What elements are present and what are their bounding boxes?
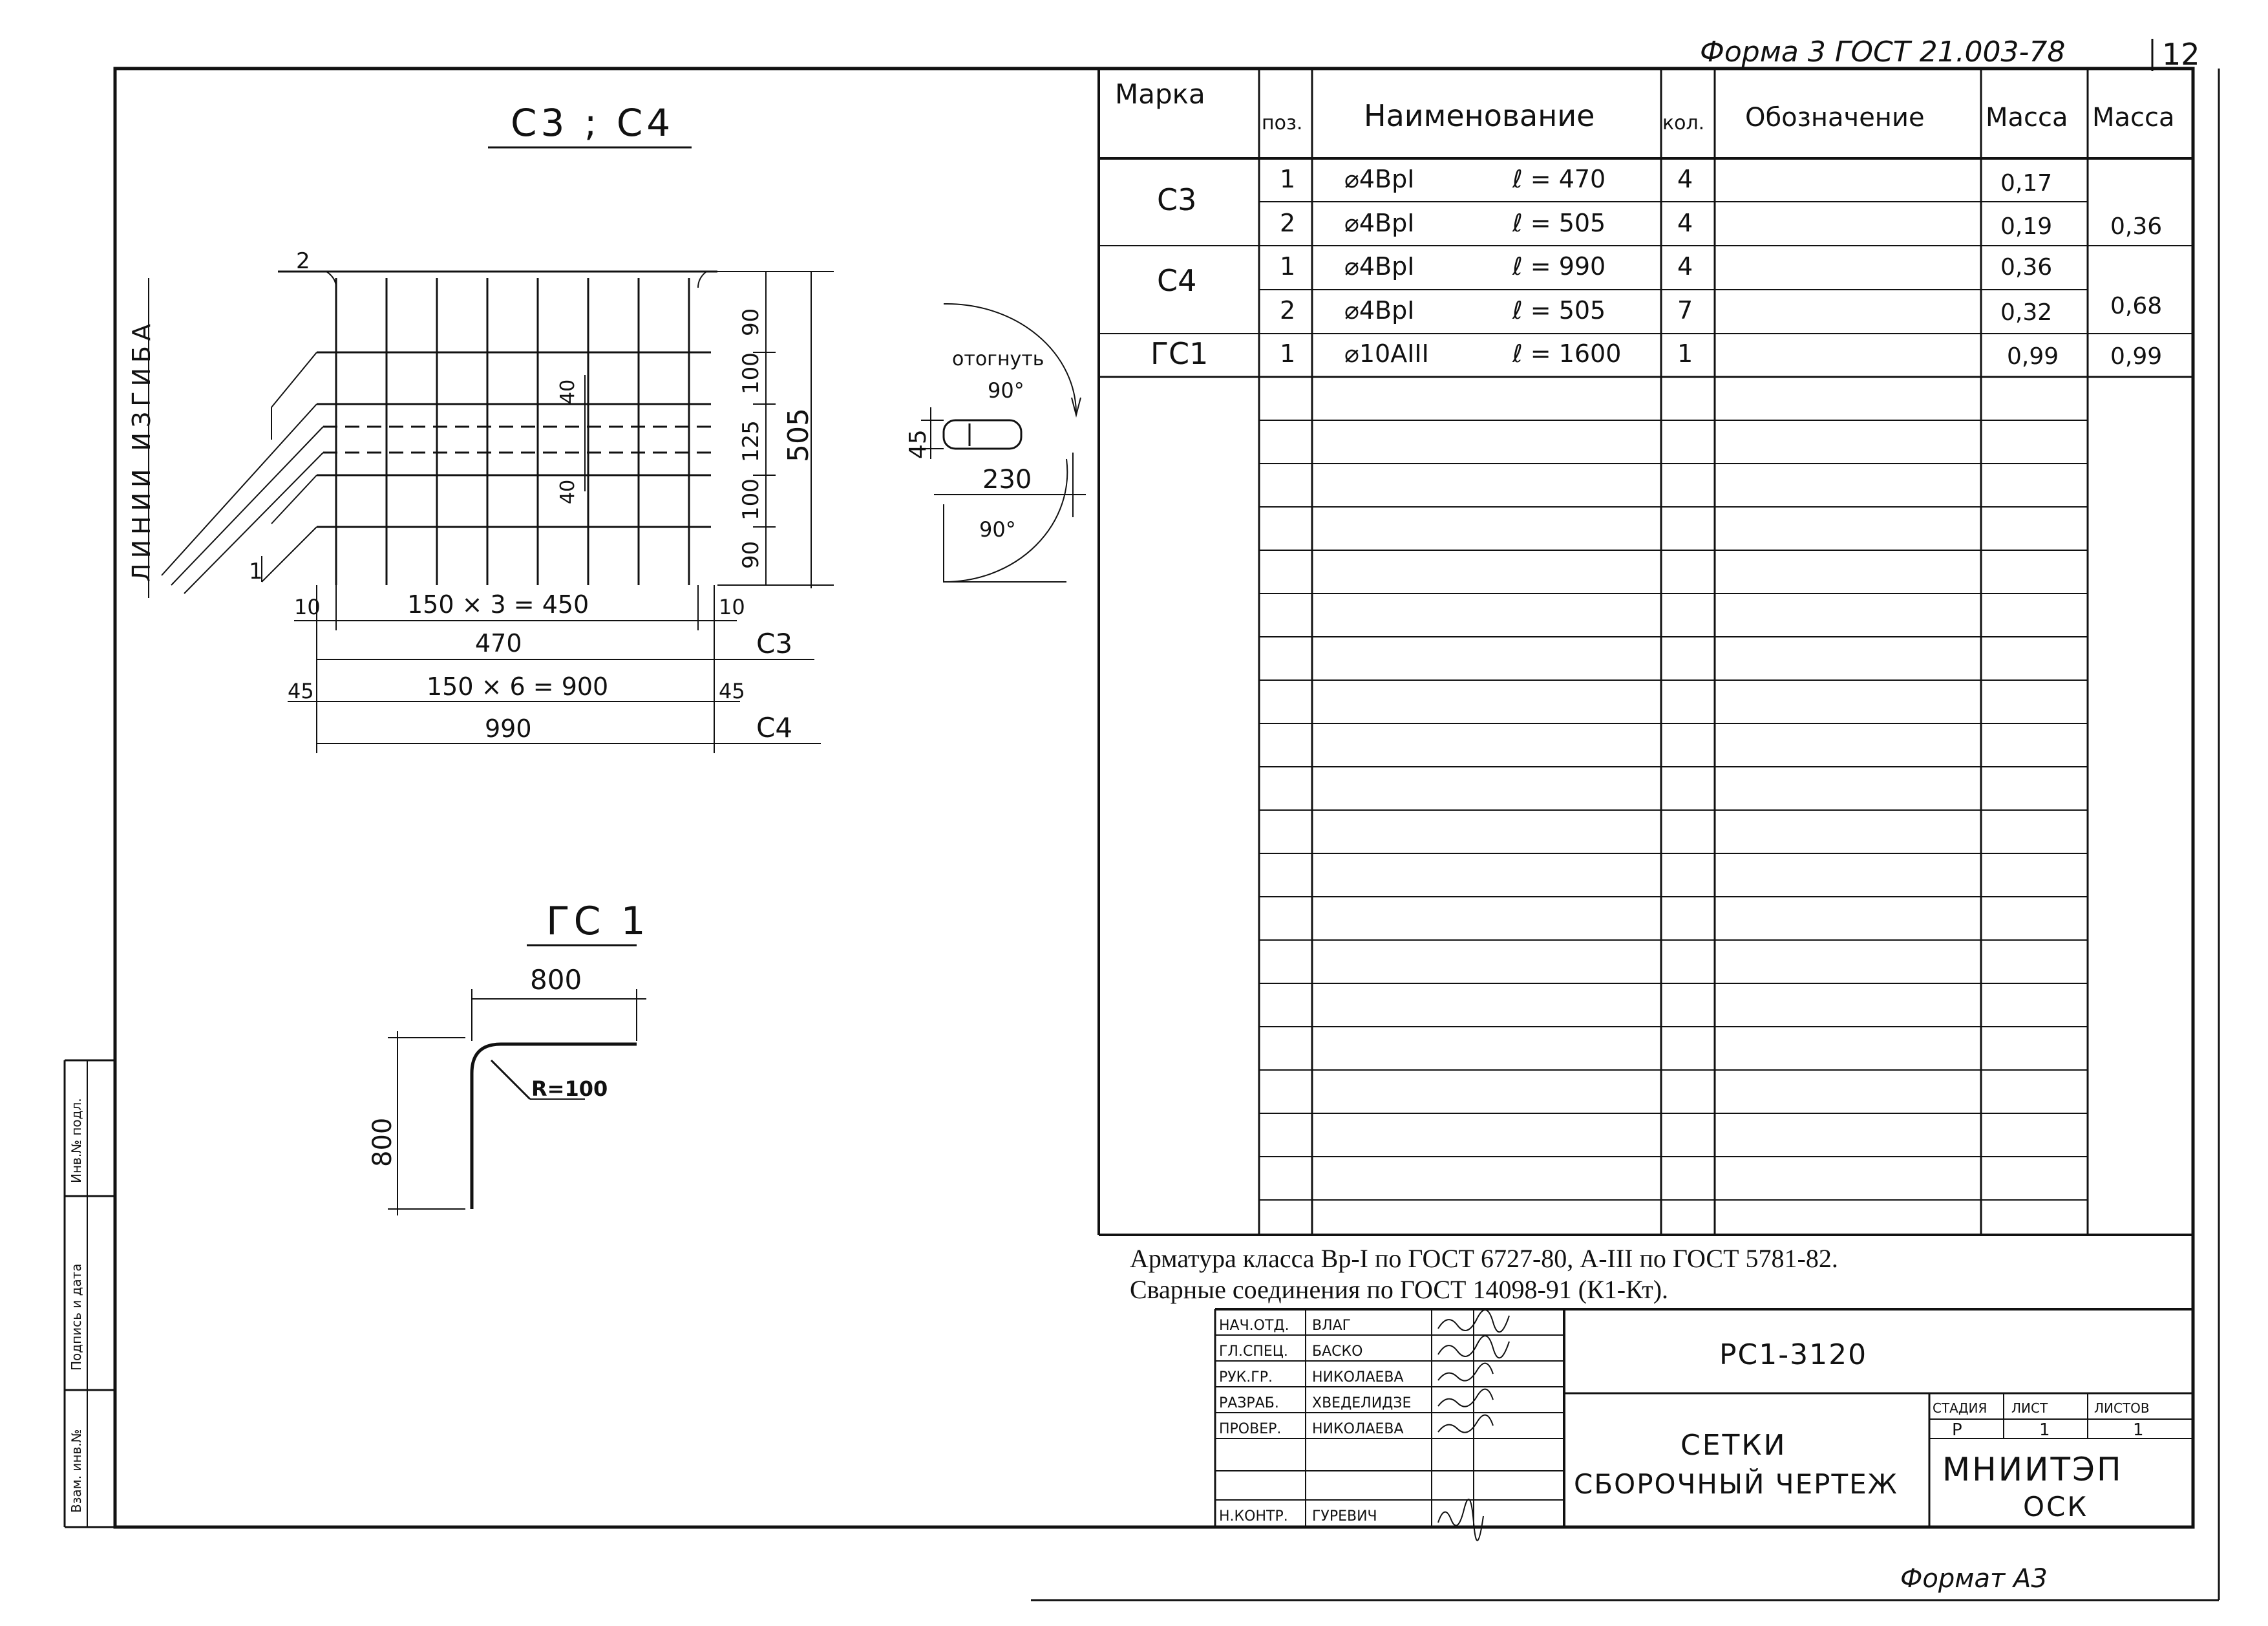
- org-line-2: ОСК: [2023, 1491, 2089, 1523]
- row2-mass: 0,19: [2000, 213, 2053, 240]
- row5-qty: 1: [1677, 339, 1693, 368]
- left-strip-label-2: Подпись и дата: [69, 1263, 84, 1371]
- row4-length: ℓ = 505: [1512, 296, 1606, 325]
- spec-table: [1099, 69, 2193, 1235]
- row4-mass: 0,32: [2000, 299, 2053, 326]
- row4-total: 0,68: [2110, 293, 2163, 319]
- row5-total: 0,99: [2110, 343, 2163, 370]
- dim-230: 230: [982, 465, 1032, 495]
- row3-qty: 4: [1677, 252, 1693, 281]
- row2-qty: 4: [1677, 209, 1693, 237]
- row3-mass: 0,36: [2000, 254, 2053, 281]
- format-label: Формат А3: [1900, 1564, 2048, 1594]
- row1-qty: 4: [1677, 165, 1693, 193]
- position-1-label: 1: [249, 559, 263, 584]
- left-strip-label-1: Инв.№ подл.: [69, 1098, 84, 1183]
- dim-100-bottom: 100: [738, 478, 764, 520]
- row2-pos: 2: [1280, 209, 1296, 237]
- header-designation: Обозначение: [1745, 103, 1925, 133]
- stage-value: Р: [1952, 1420, 1962, 1440]
- title-line-1: СЕТКИ: [1680, 1429, 1787, 1462]
- dim-990: 990: [485, 714, 532, 743]
- row2-name: ⌀4ВрI: [1344, 209, 1415, 237]
- dim-40-top: 40: [556, 379, 579, 404]
- role-1: НАЧ.ОТД.: [1219, 1318, 1289, 1334]
- note-line-2: Сварные соединения по ГОСТ 14098-91 (К1-Кт).: [1130, 1275, 1669, 1304]
- title-block: [1215, 1309, 2193, 1541]
- row1-length: ℓ = 470: [1512, 165, 1606, 193]
- org-line-1: МНИИТЭП: [1942, 1451, 2123, 1488]
- dim-90-top: 90: [738, 308, 764, 336]
- left-strip: [65, 1060, 115, 1527]
- row1-mass: 0,17: [2000, 170, 2053, 197]
- dim-10-right: 10: [719, 595, 745, 619]
- sheets-label: ЛИСТОВ: [2094, 1400, 2150, 1416]
- dim-470: 470: [475, 629, 522, 658]
- label-c3: С3: [756, 628, 793, 659]
- name-4: ХВЕДЕЛИДЗЕ: [1312, 1395, 1412, 1411]
- gs1-title: ГС 1: [546, 899, 650, 944]
- row3-mark: С4: [1157, 263, 1197, 298]
- dim-spacing-c3: 150 × 3 = 450: [407, 590, 589, 619]
- row4-qty: 7: [1677, 296, 1693, 325]
- form-label: Форма 3 ГОСТ 21.003-78: [1700, 36, 2066, 69]
- row3-length: ℓ = 990: [1512, 252, 1606, 281]
- role-2: ГЛ.СПЕЦ.: [1219, 1343, 1288, 1360]
- c3c4-drawing: [127, 101, 834, 753]
- header-mass-unit: Масса: [1986, 103, 2068, 133]
- row5-mass: 0,99: [2007, 343, 2059, 370]
- row4-name: ⌀4ВрI: [1344, 296, 1415, 325]
- row2-total: 0,36: [2110, 213, 2163, 240]
- row4-pos: 2: [1280, 296, 1296, 325]
- sheet-label: ЛИСТ: [2011, 1400, 2048, 1416]
- dim-800-vertical: 800: [368, 1117, 397, 1167]
- role-7: Н.КОНТР.: [1219, 1508, 1288, 1524]
- angle-bottom: 90°: [979, 517, 1016, 542]
- stage-label: СТАДИЯ: [1933, 1400, 1987, 1416]
- name-1: ВЛАГ: [1312, 1318, 1351, 1334]
- name-3: НИКОЛАЕВА: [1312, 1369, 1404, 1385]
- sheets-value: 1: [2133, 1420, 2144, 1440]
- title-line-2: СБОРОЧНЫЙ ЧЕРТЕЖ: [1574, 1468, 1898, 1500]
- row3-name: ⌀4ВрI: [1344, 252, 1415, 281]
- row5-mark: ГС1: [1150, 336, 1209, 371]
- note-line-1: Арматура класса Вр-I по ГОСТ 6727-80, А-III по ГОСТ 5781-82.: [1130, 1244, 1838, 1273]
- header-mark: Марка: [1115, 78, 1205, 110]
- row5-length: ℓ = 1600: [1512, 339, 1622, 368]
- row5-pos: 1: [1280, 339, 1296, 368]
- row1-pos: 1: [1280, 165, 1296, 193]
- header-name: Наименование: [1364, 98, 1595, 133]
- header-qty: кол.: [1662, 112, 1705, 134]
- name-2: БАСКО: [1312, 1343, 1363, 1360]
- row2-length: ℓ = 505: [1512, 209, 1606, 237]
- role-5: ПРОВЕР.: [1219, 1421, 1282, 1437]
- row5-name: ⌀10АIII: [1344, 339, 1429, 368]
- header-pos: поз.: [1262, 112, 1303, 134]
- bend-lines-label: ЛИНИИ ИЗГИБА: [127, 319, 156, 582]
- bend-instruction: отогнуть: [952, 348, 1044, 370]
- dim-45-right: 45: [719, 679, 745, 703]
- section-detail: [905, 304, 1086, 582]
- label-c4: С4: [756, 712, 793, 743]
- dim-90-bottom: 90: [738, 540, 764, 569]
- dim-40-bottom: 40: [556, 479, 579, 504]
- dim-45-section: 45: [905, 429, 931, 459]
- angle-top: 90°: [988, 378, 1024, 403]
- row1-mark: С3: [1157, 182, 1197, 217]
- sheet-value: 1: [2039, 1420, 2050, 1440]
- c3c4-title: С3 ; С4: [511, 101, 675, 145]
- header-mass-total: Масса: [2092, 103, 2175, 133]
- dim-45-left: 45: [288, 679, 314, 703]
- dim-100-top: 100: [738, 352, 764, 394]
- sheet-corner-number: 12: [2162, 37, 2200, 72]
- row1-name: ⌀4ВрI: [1344, 165, 1415, 193]
- position-2-label: 2: [296, 248, 310, 274]
- doc-code: РС1-3120: [1719, 1338, 1868, 1371]
- radius-label: R=100: [531, 1076, 608, 1101]
- dim-800-horizontal: 800: [530, 964, 582, 996]
- dim-spacing-c4: 150 × 6 = 900: [427, 672, 609, 701]
- role-3: РУК.ГР.: [1219, 1369, 1273, 1385]
- name-7: ГУРЕВИЧ: [1312, 1508, 1377, 1524]
- row3-pos: 1: [1280, 252, 1296, 281]
- name-5: НИКОЛАЕВА: [1312, 1421, 1404, 1437]
- gs1-drawing: [368, 899, 650, 1215]
- dim-125: 125: [738, 420, 764, 462]
- left-strip-label-3: Взам. инв.№: [69, 1429, 84, 1513]
- dim-505: 505: [782, 408, 815, 462]
- dim-10-left: 10: [294, 595, 321, 619]
- role-4: РАЗРАБ.: [1219, 1395, 1279, 1411]
